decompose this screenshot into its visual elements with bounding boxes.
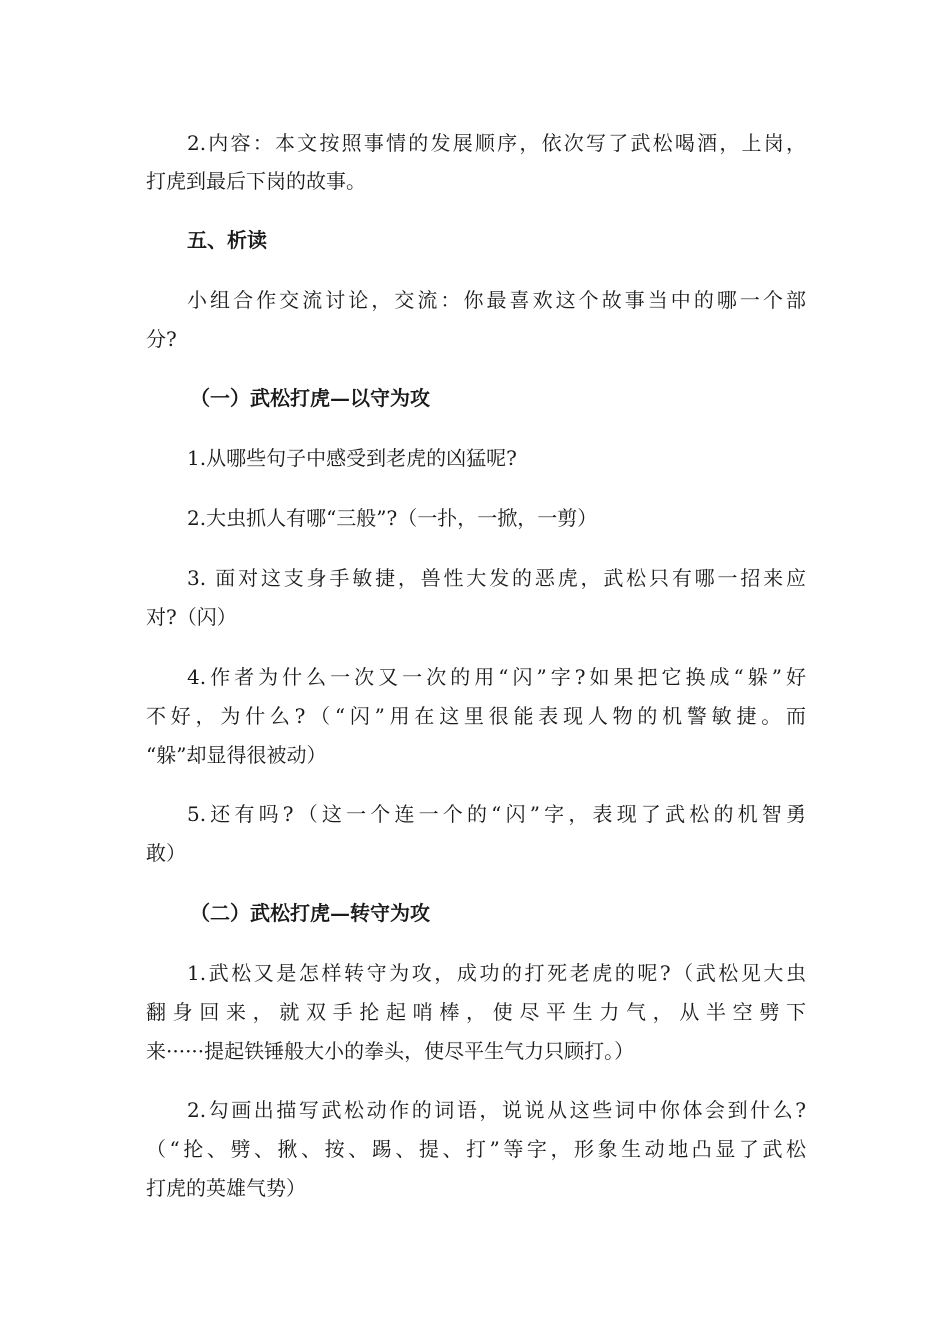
part1-question-2: 2.大虫抓人有哪“三般”?（一扑，一掀，一剪） <box>187 506 598 530</box>
intro-line-2: 分? <box>146 327 177 351</box>
part1-question-4-line-2: 不好，为什么?（“闪”用在这里很能表现人物的机警敏捷。而 <box>146 704 806 728</box>
subsection-heading-1: （一）武松打虎—以守为攻 <box>190 386 430 410</box>
part2-question-2-line-1: 2.勾画出描写武松动作的词语，说说从这些词中你体会到什么? <box>187 1098 806 1122</box>
part1-question-4-line-1: 4.作者为什么一次又一次的用“闪”字?如果把它换成“躲”好 <box>187 665 806 689</box>
part1-question-4-line-3: “躲”却显得很被动） <box>146 743 327 767</box>
summary-line-1: 2.内容：本文按照事情的发展顺序，依次写了武松喝酒，上岗， <box>187 131 806 155</box>
summary-line-2: 打虎到最后下岗的故事。 <box>146 169 366 193</box>
part2-question-1-line-3: 来······提起铁锤般大小的拳头，使尽平生气力只顾打。） <box>146 1039 635 1063</box>
part2-question-1-line-1: 1.武松又是怎样转守为攻，成功的打死老虎的呢?（武松见大虫 <box>187 961 806 985</box>
part2-question-2-line-3: 打虎的英雄气势） <box>146 1176 306 1200</box>
part1-question-1: 1.从哪些句子中感受到老虎的凶猛呢? <box>187 446 517 470</box>
subsection-heading-2: （二）武松打虎—转守为攻 <box>190 901 430 925</box>
part2-question-1-line-2: 翻身回来，就双手抡起哨棒，使尽平生力气，从半空劈下 <box>146 1000 806 1024</box>
part1-question-5-line-1: 5.还有吗?（这一个连一个的“闪”字，表现了武松的机智勇 <box>187 802 806 826</box>
part2-question-2-line-2: （“抡、劈、揪、按、踢、提、打”等字，形象生动地凸显了武松 <box>146 1137 806 1161</box>
part1-question-5-line-2: 敢） <box>146 841 186 865</box>
section-heading: 五、析读 <box>187 228 267 252</box>
intro-line-1: 小组合作交流讨论，交流：你最喜欢这个故事当中的哪一个部 <box>187 288 806 312</box>
part1-question-3-line-2: 对?（闪） <box>146 605 237 629</box>
part1-question-3-line-1: 3. 面对这支身手敏捷，兽性大发的恶虎，武松只有哪一招来应 <box>187 566 806 590</box>
